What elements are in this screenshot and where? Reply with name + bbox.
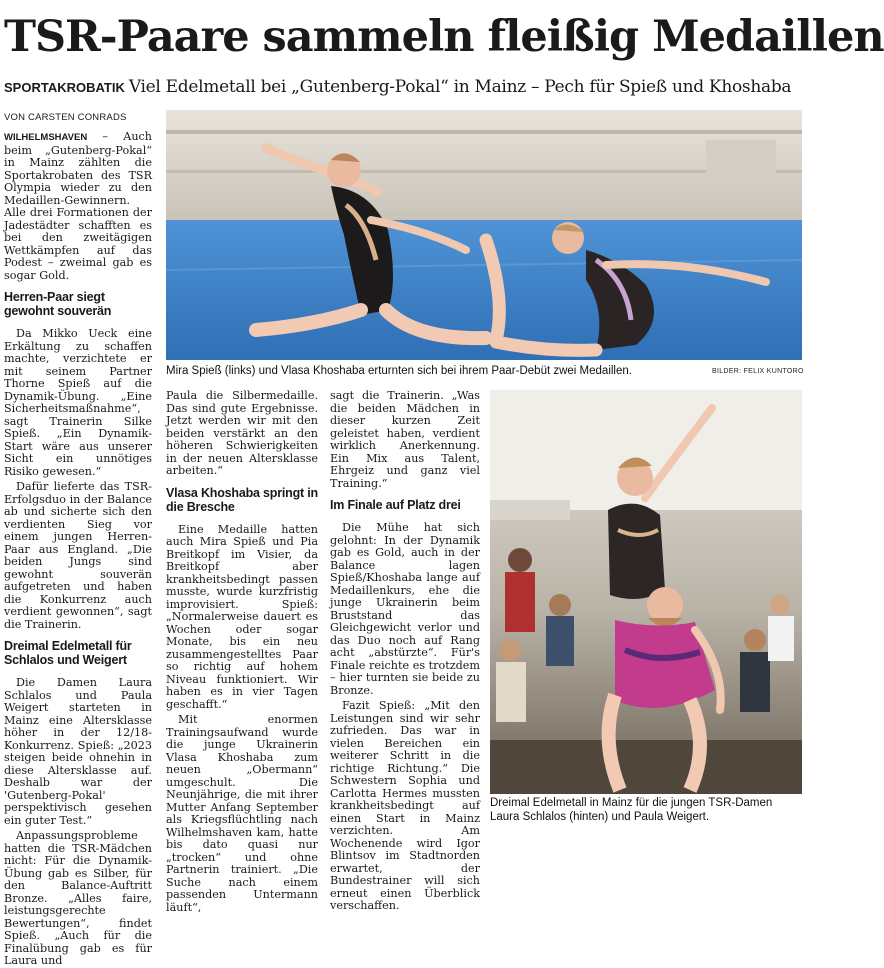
- subhead-herren-paar: Herren-Paar siegt gewohnt souverän: [4, 290, 112, 318]
- photo-pair-mira-vlasa: [166, 110, 802, 360]
- paragraph: Da Mikko Ueck eine Erkältung zu schaffen machte, verzichtete er mit seinem Partner Thorne Spieß auf die Dynamik-Übung. „Eine Sicherheitsmaßnahme“, sagt Trainerin Silke Spieß. „Ein Dynamik-Start wäre aus unserer Sicht ein unnötiges Risiko gewesen.“: [4, 327, 152, 478]
- subheadline: [4, 76, 804, 99]
- paragraph: Paula die Silbermedaille. Das sind gute Ergebnisse. Jetzt werden wir mit den beiden verstärkt an den höheren Schwierigkeiten in der neuen Altersklasse arbeiten.“: [166, 389, 318, 477]
- column-1: [4, 130, 152, 967]
- kicker: SPORTAKROBATIK: [4, 80, 125, 95]
- column-2: [166, 389, 318, 914]
- paragraph: Die Damen Laura Schlalos und Paula Weigert starteten in Mainz eine Altersklasse höher in der 12/18-Konkurrenz. Spieß: „2023 steigen beide ohnehin in diese Altersklasse auf. Deshalb war der 'Gutenberg-Pokal' perspektivisch gesehen ein guter Test.“: [4, 676, 152, 827]
- subhead-im-finale: Im Finale auf Platz drei: [330, 498, 461, 512]
- photo-illustration: [490, 390, 802, 794]
- dateline: WILHELMSHAVEN: [4, 132, 88, 143]
- paragraph: Mit enormen Trainingsaufwand wurde die junge Ukrainerin Vlasa Khoshaba zum neuen „Obermann“ umgeschult. Die Neunjährige, die mit ihrer Mutter Anfang September als Kriegsflüchtling nach Wilhelmshaven kam, hatte bis dato quasi nur „trocken“ und ohne Partnerin trainiert. „Die Suche nach einem passenden Untermann läuft“,: [166, 713, 318, 914]
- photo-credit: BILDER: FELIX KUNTORO: [712, 368, 804, 375]
- paragraph: Eine Medaille hatten auch Mira Spieß und Pia Breitkopf im Visier, da Breitkopf aber krankheitsbedingt passen musste, wurde kurzfristig improvisiert. Spieß: „Normalerweise dauert es Wochen oder sogar Monate, bis ein neu zusammengestelltes Paar so richtig auf hohem Niveau funktioniert. Wir haben es in vier Tagen geschafft.“: [166, 522, 318, 711]
- subheadline-text: Viel Edelmetall bei „Gutenberg-Pokal“ in Mainz – Pech für Spieß und Khoshaba: [128, 77, 792, 97]
- paragraph: Anpassungsprobleme hatten die TSR-Mädchen nicht: Für die Dynamik-Übung gab es Silber, für den Balance-Auftritt Bronze. „Alles faire, leistungsgerechte Bewertungen“, findet Spieß. „Auch für die Finalübung gab es für Laura und: [4, 829, 152, 967]
- column-3: [330, 389, 480, 912]
- byline: VON CARSTEN CONRADS: [4, 112, 127, 123]
- photo-schlalos-weigert: [490, 390, 802, 794]
- paragraph: Fazit Spieß: „Mit den Leistungen sind wir sehr zufrieden. Das war in vielen Bereichen ein weiterer Schritt in die richtige Richtung.“ Die Schwestern Sophia und Carlotta Hermes mussten krankheitsbedingt auf einen Start in Mainz verzichten. Am Wochenende wird Igor Blintsov im Stadtnorden erwartet, der Bundestrainer will sich erneut einen Überblick verschaffen.: [330, 699, 480, 912]
- photo-2-caption: Dreimal Edelmetall in Mainz für die jungen TSR-Damen Laura Schlalos (hinten) und Paula Weigert.: [490, 797, 773, 823]
- headline: TSR-Paare sammeln fleißig Medaillen: [4, 12, 884, 62]
- photo-1-caption: Mira Spieß (links) und Vlasa Khoshaba erturnten sich bei ihrem Paar-Debüt zwei Medaillen.: [166, 365, 632, 377]
- paragraph: Dafür lieferte das TSR-Erfolgsduo in der Balance ab und sicherte sich den verdienten Sieg vor einem jungen Herren-Paar aus England. „Die beiden Jungs sind gewohnt souverän aufgetreten und haben die Konkurrenz auch verdient gewonnen“, sagt die Trainerin.: [4, 480, 152, 631]
- intro-text: – Auch beim „Gutenberg-Pokal“ in Mainz zählten die Sportakrobaten des TSR Olympia wieder zu den Medaillen-Gewinnern. Alle drei Formationen der Jadestädter schafften es bei den zweitägigen Wettkämpfen auf das Podest – zweimal gab es sogar Gold.: [4, 130, 152, 282]
- photo-illustration: [166, 110, 802, 360]
- paragraph: Die Mühe hat sich gelohnt: In der Dynamik gab es Gold, auch in der Balance lagen Spieß/Khoshaba lange auf Medaillenkurs, ehe die junge Ukrainerin beim Bruststand das Gleichgewicht verlor und das Duo noch auf Rang acht „abstürzte“. Für's Finale reichte es trotzdem – hier turnten sie beide zu Bronze.: [330, 521, 480, 697]
- paragraph: sagt die Trainerin. „Was die beiden Mädchen in dieser kurzen Zeit geleistet haben, verdient wirklich Anerkennung. Ein Mix aus Talent, Ehrgeiz und ganz viel Training.“: [330, 389, 480, 490]
- subhead-vlasa-khoshaba: Vlasa Khoshaba springt in die Bresche: [166, 485, 318, 514]
- subhead-dreimal-edelmetall: Dreimal Edelmetall für Schlalos und Weigert: [4, 639, 132, 667]
